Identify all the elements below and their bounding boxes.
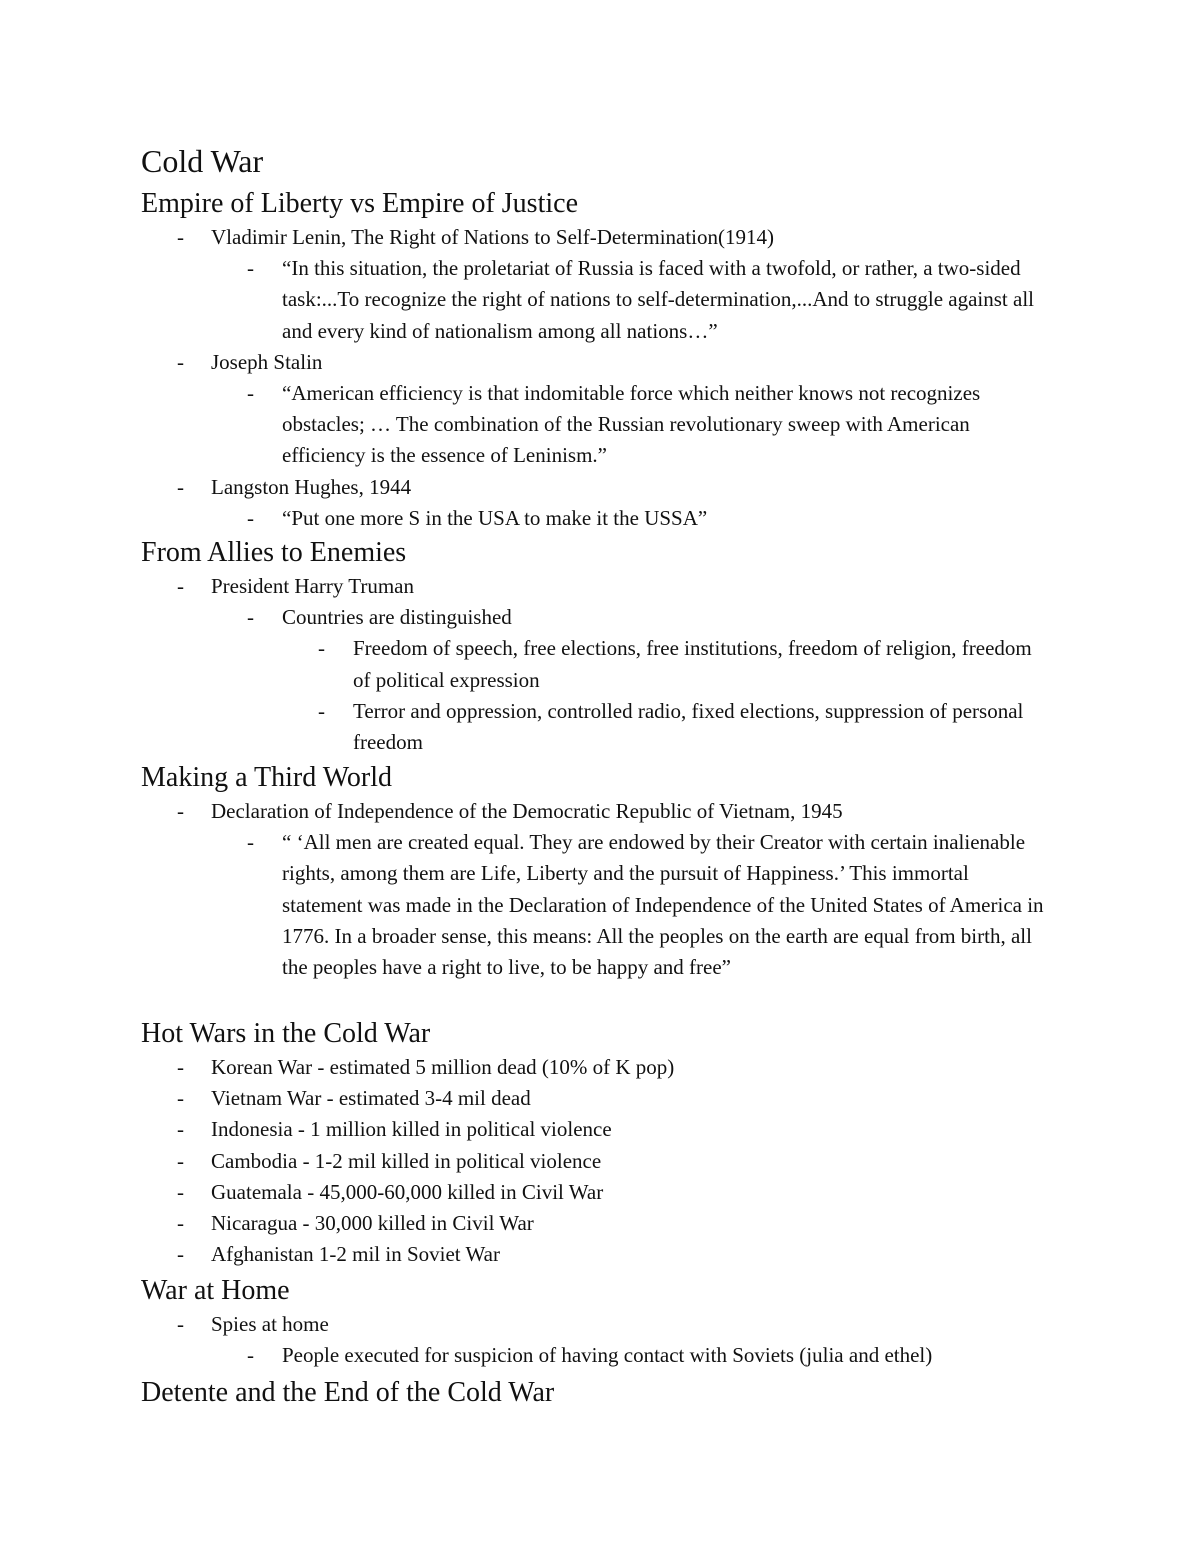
dash-bullet: - [177, 1117, 184, 1142]
dash-bullet: - [247, 381, 254, 406]
dash-bullet: - [177, 1179, 184, 1204]
dash-bullet: - [177, 349, 184, 374]
list-item [141, 222, 1061, 347]
quote-text: “In this situation, the proletariat of Russia is faced with a twofold, or rather, a two-sided task:...To recognize the right of nations to self-determination,...And to struggle against all and every kind of nationalism among all nations…” [282, 256, 1035, 343]
list-item-text: Terror and oppression, controlled radio, fixed elections, suppression of personal freedom [353, 698, 1024, 755]
dash-bullet: - [318, 698, 325, 723]
dash-bullet: - [318, 636, 325, 661]
list-item-text: People executed for suspicion of having contact with Soviets (julia and ethel) [282, 1343, 933, 1368]
list-item [141, 1052, 1061, 1083]
section-detente [141, 1375, 1061, 1411]
section-war-at-home [141, 1273, 1061, 1371]
list-item [282, 696, 1061, 758]
list-item [141, 1239, 1061, 1270]
dash-bullet: - [247, 1343, 254, 1368]
list-item [211, 827, 1061, 983]
list-item-text: Korean War - estimated 5 million dead (10% of K pop) [211, 1055, 675, 1079]
sub-list [211, 378, 1061, 472]
list-item-text: Vietnam War - estimated 3-4 mil dead [211, 1086, 531, 1111]
section-third-world [141, 760, 1061, 983]
list-item [141, 1177, 1061, 1208]
dash-bullet: - [177, 799, 184, 823]
section-allies-to-enemies [141, 535, 1061, 758]
section-hot-wars [141, 1016, 1061, 1270]
list-item-text: Cambodia - 1-2 mil killed in political violence [211, 1148, 602, 1173]
list-item [141, 1208, 1061, 1239]
dash-bullet: - [247, 505, 254, 530]
sub-list [211, 827, 1061, 983]
dash-bullet: - [177, 1312, 184, 1336]
bullet-list [141, 1309, 1061, 1371]
list-item [141, 796, 1061, 983]
sub-list [211, 253, 1061, 347]
dash-bullet: - [177, 1211, 184, 1236]
dash-bullet: - [177, 225, 184, 249]
list-item [211, 1340, 1061, 1371]
section-heading: Hot Wars in the Cold War [141, 1018, 431, 1049]
list-item [211, 378, 1061, 472]
list-item-text: Declaration of Independence of the Democratic Republic of Vietnam, 1945 [211, 799, 843, 823]
list-item [141, 1083, 1061, 1114]
list-item-text: Spies at home [211, 1312, 329, 1336]
dash-bullet: - [247, 830, 254, 855]
list-item-text: Nicaragua - 30,000 killed in Civil War [211, 1211, 534, 1236]
dash-bullet: - [177, 474, 184, 499]
dash-bullet: - [177, 1148, 184, 1173]
list-item [141, 571, 1061, 758]
sub-list [211, 602, 1061, 758]
list-item [282, 633, 1061, 695]
bullet-list [141, 1052, 1061, 1270]
section-heading: Detente and the End of the Cold War [141, 1377, 555, 1408]
dash-bullet: - [247, 256, 254, 281]
list-item-text: Guatemala - 45,000-60,000 killed in Civil War [211, 1179, 604, 1204]
bullet-list [141, 796, 1061, 983]
list-item-text: Afghanistan 1-2 mil in Soviet War [211, 1242, 500, 1267]
list-item [141, 1309, 1061, 1371]
list-item-text: Countries are distinguished [282, 605, 512, 630]
bullet-list [141, 222, 1061, 534]
quote-text: “ ‘All men are created equal. They are endowed by their Creator with certain inalienable rights, among them are Life, Liberty and the pursuit of Happiness.’ This immortal statement was made in the Declaration of Independence of the United States of America in 1776. In a broader sense, this means: All the peoples on the earth are equal from birth, all the peoples have a right to live, to be happy and free” [282, 830, 1044, 980]
list-item [211, 602, 1061, 758]
list-item [141, 1146, 1061, 1177]
list-item-text: Vladimir Lenin, The Right of Nations to Self-Determination(1914) [211, 225, 775, 249]
list-item [211, 503, 1061, 534]
list-item [141, 347, 1061, 472]
document-title: Cold War [141, 143, 264, 179]
dash-bullet: - [177, 1242, 184, 1267]
dash-bullet: - [247, 605, 254, 630]
section-heading: War at Home [141, 1275, 290, 1306]
quote-text: “Put one more S in the USA to make it the USSA” [282, 505, 708, 530]
quote-text: “American efficiency is that indomitable force which neither knows not recognizes obstacles; … The combination of the Russian revolutionary sweep with American efficiency is the essence of Leninism.” [282, 381, 981, 468]
list-item [141, 472, 1061, 534]
list-item [211, 253, 1061, 347]
section-heading: Making a Third World [141, 762, 393, 793]
section-heading: Empire of Liberty vs Empire of Justice [141, 188, 578, 219]
list-item-text: President Harry Truman [211, 574, 414, 598]
list-item-text: Langston Hughes, 1944 [211, 474, 412, 499]
sub-sub-list [282, 633, 1061, 758]
dash-bullet: - [177, 1055, 184, 1079]
dash-bullet: - [177, 574, 184, 598]
section-heading: From Allies to Enemies [141, 537, 407, 568]
list-item-text: Indonesia - 1 million killed in political violence [211, 1117, 612, 1142]
dash-bullet: - [177, 1086, 184, 1111]
list-item-text: Joseph Stalin [211, 349, 323, 374]
list-item-text: Freedom of speech, free elections, free institutions, freedom of religion, freedom of political expression [353, 636, 1032, 692]
list-item [141, 1114, 1061, 1145]
sub-list [211, 1340, 1061, 1371]
bullet-list [141, 571, 1061, 758]
sub-list [211, 503, 1061, 534]
section-empire-of-liberty [141, 186, 1061, 534]
